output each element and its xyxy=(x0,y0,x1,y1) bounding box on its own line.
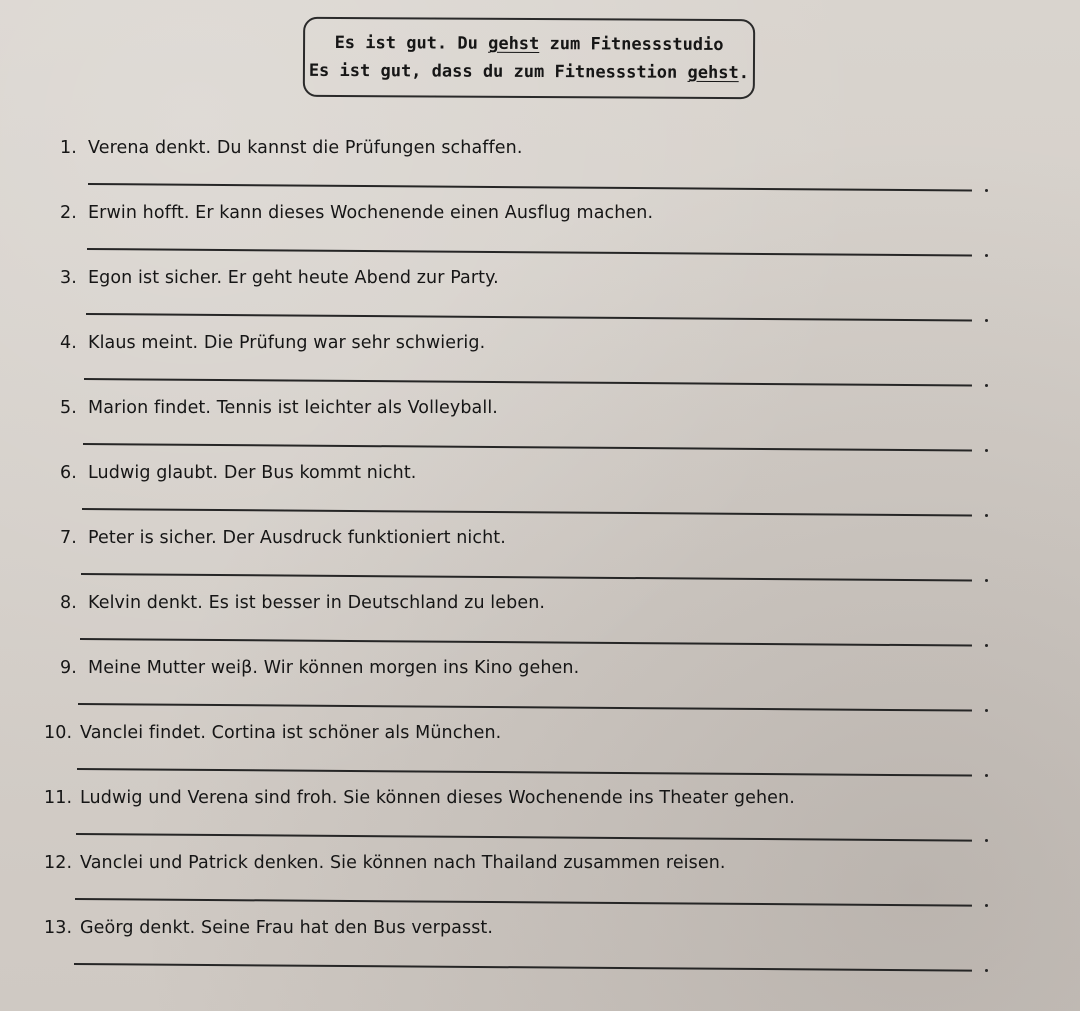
exercise-prompt xyxy=(60,528,506,548)
answer-period xyxy=(985,384,988,387)
answer-line[interactable] xyxy=(75,898,972,907)
exercise-sentence: Vanclei und Patrick denken. Sie können nach Thailand zusammen reisen. xyxy=(80,853,726,873)
exercise-prompt xyxy=(60,333,485,353)
exercise-item xyxy=(0,788,1080,848)
exercise-item xyxy=(0,268,1080,328)
exercise-number: 8. xyxy=(60,593,77,613)
exercise-sentence: Verena denkt. Du kannst die Prüfungen schaffen. xyxy=(88,138,523,158)
exercise-number: 4. xyxy=(60,333,77,353)
example-line-2 xyxy=(305,57,753,87)
answer-line[interactable] xyxy=(76,833,972,842)
exercise-sentence: Meine Mutter weiβ. Wir können morgen ins Kino gehen. xyxy=(88,658,580,678)
exercise-item xyxy=(0,203,1080,263)
exercise-prompt xyxy=(60,463,416,483)
exercise-number: 12. xyxy=(44,853,73,873)
answer-period xyxy=(985,644,988,647)
exercise-number: 5. xyxy=(60,398,77,418)
answer-line[interactable] xyxy=(84,378,972,387)
exercise-item xyxy=(0,138,1080,198)
exercise-item xyxy=(0,528,1080,588)
answer-period xyxy=(985,969,988,972)
exercise-prompt xyxy=(44,918,493,938)
example-line-2-verb: gehst xyxy=(687,62,739,84)
answer-line[interactable] xyxy=(82,508,972,517)
exercise-sentence: Egon ist sicher. Er geht heute Abend zur Party. xyxy=(88,268,499,288)
exercise-number: 7. xyxy=(60,528,77,548)
example-line-1-before: Es ist gut. Du xyxy=(334,32,489,54)
exercise-prompt xyxy=(60,593,545,613)
answer-period xyxy=(985,449,988,452)
exercise-sentence: Peter is sicher. Der Ausdruck funktioniert nicht. xyxy=(88,528,506,548)
exercise-item xyxy=(0,918,1080,978)
exercise-prompt xyxy=(44,853,726,873)
exercise-prompt xyxy=(44,788,795,808)
answer-period xyxy=(985,904,988,907)
exercise-item xyxy=(0,593,1080,653)
exercise-number: 11. xyxy=(44,788,73,808)
answer-period xyxy=(985,254,988,257)
answer-line[interactable] xyxy=(80,638,972,647)
exercise-item xyxy=(0,658,1080,718)
exercise-item xyxy=(0,723,1080,783)
answer-period xyxy=(985,319,988,322)
answer-line[interactable] xyxy=(74,963,972,972)
example-line-1 xyxy=(305,29,753,59)
exercise-number: 10. xyxy=(44,723,73,743)
answer-period xyxy=(985,839,988,842)
exercise-item xyxy=(0,398,1080,458)
answer-period xyxy=(985,189,988,192)
example-line-2-before: Es ist gut, dass du zum Fitnessstion xyxy=(308,60,688,83)
exercise-sentence: Ludwig glaubt. Der Bus kommt nicht. xyxy=(88,463,417,483)
exercise-prompt xyxy=(44,723,501,743)
exercise-sentence: Geörg denkt. Seine Frau hat den Bus verpasst. xyxy=(80,918,494,938)
exercise-prompt xyxy=(60,658,579,678)
exercise-item xyxy=(0,333,1080,393)
exercise-prompt xyxy=(60,203,653,223)
answer-line[interactable] xyxy=(88,183,972,191)
exercise-sentence: Ludwig und Verena sind froh. Sie können dieses Wochenende ins Theater gehen. xyxy=(80,788,795,808)
exercise-number: 2. xyxy=(60,203,77,223)
answer-line[interactable] xyxy=(78,703,972,712)
example-box xyxy=(303,17,755,99)
exercise-sentence: Klaus meint. Die Prüfung war sehr schwierig. xyxy=(88,333,486,353)
example-line-1-after: zum Fitnessstudio xyxy=(539,34,724,56)
answer-line[interactable] xyxy=(87,248,972,256)
exercise-item xyxy=(0,463,1080,523)
exercise-prompt xyxy=(60,268,499,288)
exercise-number: 6. xyxy=(60,463,77,483)
exercise-sentence: Kelvin denkt. Es ist besser in Deutschland zu leben. xyxy=(88,593,546,613)
exercise-number: 1. xyxy=(60,138,77,158)
exercise-item xyxy=(0,853,1080,913)
exercise-number: 9. xyxy=(60,658,77,678)
answer-period xyxy=(985,774,988,777)
answer-line[interactable] xyxy=(81,573,972,582)
answer-line[interactable] xyxy=(83,443,972,452)
exercise-prompt xyxy=(60,138,523,158)
exercise-number: 13. xyxy=(44,918,73,938)
exercise-sentence: Erwin hofft. Er kann dieses Wochenende einen Ausflug machen. xyxy=(88,203,654,223)
exercise-sentence: Vanclei findet. Cortina ist schöner als München. xyxy=(80,723,502,743)
answer-period xyxy=(985,579,988,582)
answer-period xyxy=(985,514,988,517)
exercise-prompt xyxy=(60,398,498,418)
exercise-sentence: Marion findet. Tennis ist leichter als Volleyball. xyxy=(88,398,498,418)
example-line-1-verb: gehst xyxy=(488,33,540,55)
example-line-2-after: . xyxy=(738,63,750,84)
answer-period xyxy=(985,709,988,712)
answer-line[interactable] xyxy=(77,768,972,777)
answer-line[interactable] xyxy=(86,313,972,321)
exercise-number: 3. xyxy=(60,268,77,288)
